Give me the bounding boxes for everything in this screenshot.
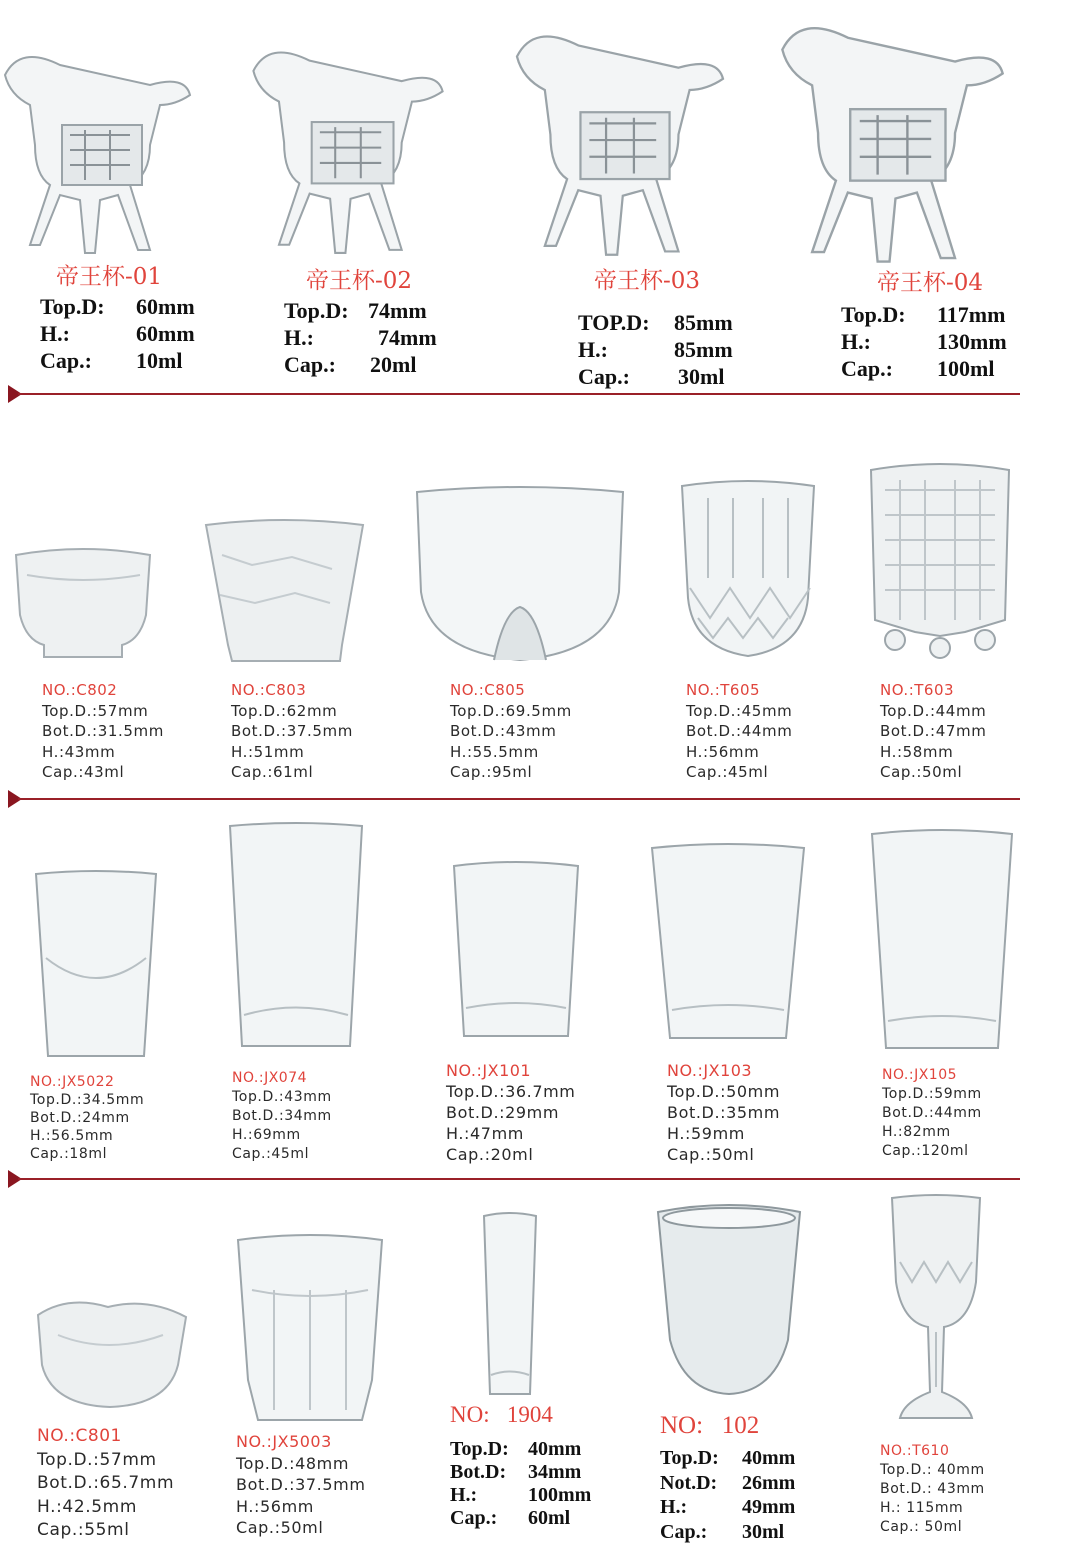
spec-key: Cap.: [284, 352, 336, 377]
spec-line: H.:42.5mm [37, 1496, 137, 1517]
spec-line: Bot.D.:37.5mm [231, 722, 353, 740]
emperor-cup-02-spec [284, 262, 437, 378]
spec-line: Bot.D.:43mm [450, 722, 557, 740]
spec-key: Not.D: [660, 1471, 718, 1494]
spec-value: 26mm [742, 1471, 796, 1494]
spec-key: H.: [450, 1484, 478, 1506]
spec-line: Cap.: 50ml [880, 1519, 963, 1535]
product-title: 帝王杯-02 [306, 268, 413, 294]
spec-line: Top.D.:50mm [667, 1082, 781, 1101]
product-code: NO.:JX101 [446, 1061, 532, 1080]
spec-jx5022 [30, 1073, 144, 1163]
product-title: 帝王杯-01 [56, 264, 163, 290]
spec-key: H.: [284, 325, 314, 350]
spec-value: 20ml [370, 352, 417, 377]
section-divider [8, 790, 1020, 808]
spec-line: Bot.D.:35mm [667, 1103, 781, 1122]
spec-line: H.:59mm [667, 1124, 745, 1143]
spec-value: 117mm [937, 302, 1006, 327]
emperor-cup-01-image [0, 35, 195, 255]
spec-value: 40mm [742, 1447, 796, 1469]
spec-line: Top.D.:62mm [231, 701, 338, 720]
spec-line: Top.D.:57mm [37, 1449, 157, 1470]
spec-value: 10ml [136, 348, 183, 373]
spec-line: Cap.:50ml [880, 763, 963, 781]
product-code: NO.:JX103 [667, 1061, 753, 1080]
glass-t610-image [888, 1192, 984, 1428]
product-code: NO.:C805 [450, 681, 526, 699]
spec-line: Bot.D.:47mm [880, 722, 987, 740]
glass-t603-image [865, 460, 1015, 660]
spec-line: Top.D.: 40mm [880, 1462, 985, 1478]
spec-line: Top.D.:34.5mm [30, 1092, 145, 1108]
spec-1904 [450, 1402, 591, 1530]
spec-key: H.: [40, 321, 70, 346]
spec-line: H.:43mm [42, 742, 116, 761]
spec-jx105 [882, 1066, 982, 1161]
spec-key: Top.D: [40, 294, 105, 319]
product-code: NO.:C802 [42, 681, 118, 699]
spec-value: 100ml [937, 356, 995, 381]
spec-line: Top.D.:45mm [686, 701, 793, 720]
product-code: NO.:JX5003 [236, 1432, 332, 1451]
spec-key: H.: [841, 329, 871, 354]
spec-line: Top.D.:43mm [232, 1089, 332, 1105]
spec-key: H.: [660, 1496, 688, 1518]
spec-value: 74mm [378, 325, 437, 350]
spec-line: H.: 115mm [880, 1500, 964, 1516]
spec-key: TOP.D: [578, 310, 650, 335]
spec-line: Bot.D.:65.7mm [37, 1473, 175, 1493]
spec-jx074 [232, 1069, 332, 1164]
product-code: NO.:C801 [37, 1426, 122, 1446]
emperor-cup-01-spec [40, 258, 195, 374]
spec-value: 85mm [674, 310, 733, 335]
glass-t605-image [678, 478, 818, 660]
emperor-cup-02-image [248, 30, 448, 255]
section-divider [8, 385, 1020, 403]
spec-line: Cap.:50ml [667, 1145, 755, 1164]
spec-value: 130mm [937, 329, 1007, 354]
spec-line: Top.D.:59mm [882, 1086, 982, 1102]
spec-value: 30ml [678, 364, 725, 389]
glass-c801-image [28, 1295, 193, 1413]
spec-key: Cap.: [450, 1507, 498, 1529]
spec-line: Cap.:61ml [231, 763, 314, 781]
emperor-cup-04-image [765, 2, 1020, 264]
glass-c805-image [414, 482, 626, 664]
spec-line: Cap.:50ml [236, 1518, 324, 1537]
spec-t605 [686, 680, 792, 783]
product-title: 帝王杯-04 [877, 270, 984, 296]
glass-102-image [654, 1200, 804, 1398]
spec-key: Top.D: [450, 1438, 509, 1460]
spec-c802 [42, 680, 164, 783]
spec-key: Cap.: [40, 348, 92, 373]
spec-line: H.:58mm [880, 742, 954, 761]
spec-key: Cap.: [660, 1520, 708, 1543]
spec-line: Cap.:43ml [42, 763, 125, 781]
spec-line: Bot.D.:34mm [232, 1108, 332, 1124]
product-code: NO.:JX105 [882, 1067, 958, 1083]
spec-c801 [37, 1425, 174, 1543]
spec-line: Bot.D.:29mm [446, 1103, 560, 1122]
spec-t603 [880, 680, 986, 783]
section-divider [8, 1170, 1020, 1188]
spec-key: Top.D: [841, 302, 906, 327]
spec-key: Top.D: [284, 298, 349, 323]
spec-line: H.:51mm [231, 742, 305, 761]
spec-102 [660, 1412, 795, 1544]
spec-c803 [231, 680, 353, 783]
spec-line: H.:55.5mm [450, 742, 539, 761]
spec-value: 34mm [528, 1461, 582, 1483]
spec-key: Bot.D: [450, 1461, 507, 1483]
spec-line: Cap.:120ml [882, 1143, 969, 1159]
spec-value: 74mm [368, 298, 427, 323]
emperor-cup-04-spec [841, 264, 1007, 382]
spec-value: 49mm [742, 1496, 796, 1518]
glass-1904-image [480, 1210, 540, 1400]
product-code: NO.:T605 [686, 681, 761, 699]
product-code: NO.:T603 [880, 681, 955, 699]
spec-key: Cap.: [578, 364, 630, 389]
spec-t610 [880, 1442, 985, 1537]
spec-line: Top.D.:69.5mm [450, 701, 572, 720]
spec-line: Top.D.:36.7mm [446, 1082, 576, 1101]
spec-line: Cap.:45ml [232, 1146, 310, 1162]
spec-value: 30ml [742, 1520, 785, 1543]
spec-jx101 [446, 1060, 575, 1165]
product-title: NO: 102 [660, 1412, 760, 1439]
spec-line: H.:69mm [232, 1127, 301, 1143]
spec-line: Top.D.:44mm [880, 701, 987, 720]
spec-key: Top.D: [660, 1447, 719, 1469]
product-code: NO.:JX074 [232, 1070, 308, 1086]
spec-line: H.:82mm [882, 1124, 951, 1140]
glass-jx5022-image [32, 868, 160, 1063]
spec-value: 85mm [674, 337, 733, 362]
spec-line: Top.D.:48mm [236, 1453, 350, 1473]
spec-line: Bot.D.:24mm [30, 1110, 130, 1126]
glass-jx105-image [868, 826, 1016, 1054]
glass-jx101-image [450, 858, 582, 1043]
spec-line: Cap.:95ml [450, 763, 533, 781]
glass-c802-image [12, 545, 154, 660]
spec-line: Cap.:55ml [37, 1520, 130, 1540]
spec-line: Cap.:45ml [686, 763, 769, 781]
spec-line: Bot.D.:31.5mm [42, 722, 164, 740]
product-code: NO.:C803 [231, 681, 307, 699]
spec-line: Bot.D.: 43mm [880, 1481, 985, 1497]
spec-line: Top.D.:57mm [42, 701, 149, 720]
spec-c805 [450, 680, 572, 783]
glass-jx074-image [226, 820, 366, 1052]
spec-line: Bot.D.:44mm [686, 722, 793, 740]
spec-value: 100mm [528, 1484, 592, 1506]
emperor-cup-03-image [510, 12, 730, 257]
spec-value: 40mm [528, 1438, 582, 1460]
spec-value: 60mm [136, 321, 195, 346]
spec-line: H.:56mm [686, 742, 760, 761]
product-title: 帝王杯-03 [594, 268, 701, 294]
spec-jx5003 [236, 1431, 366, 1539]
spec-line: Cap.:18ml [30, 1146, 108, 1162]
spec-line: H.:47mm [446, 1124, 524, 1143]
spec-value: 60ml [528, 1507, 571, 1529]
spec-value: 60mm [136, 294, 195, 319]
spec-key: H.: [578, 337, 608, 362]
product-code: NO.:T610 [880, 1443, 950, 1459]
spec-line: Cap.:20ml [446, 1145, 534, 1164]
spec-jx103 [667, 1060, 780, 1165]
spec-line: H.:56.5mm [30, 1128, 114, 1144]
glass-jx103-image [648, 840, 808, 1045]
glass-jx5003-image [234, 1230, 386, 1425]
spec-line: Bot.D.:37.5mm [236, 1475, 366, 1494]
product-code: NO.:JX5022 [30, 1074, 115, 1090]
spec-line: Bot.D.:44mm [882, 1105, 982, 1121]
product-title: NO: 1904 [450, 1402, 553, 1427]
emperor-cup-03-spec [578, 262, 733, 390]
spec-line: H.:56mm [236, 1496, 314, 1516]
glass-c803-image [202, 515, 367, 663]
spec-key: Cap.: [841, 356, 893, 381]
